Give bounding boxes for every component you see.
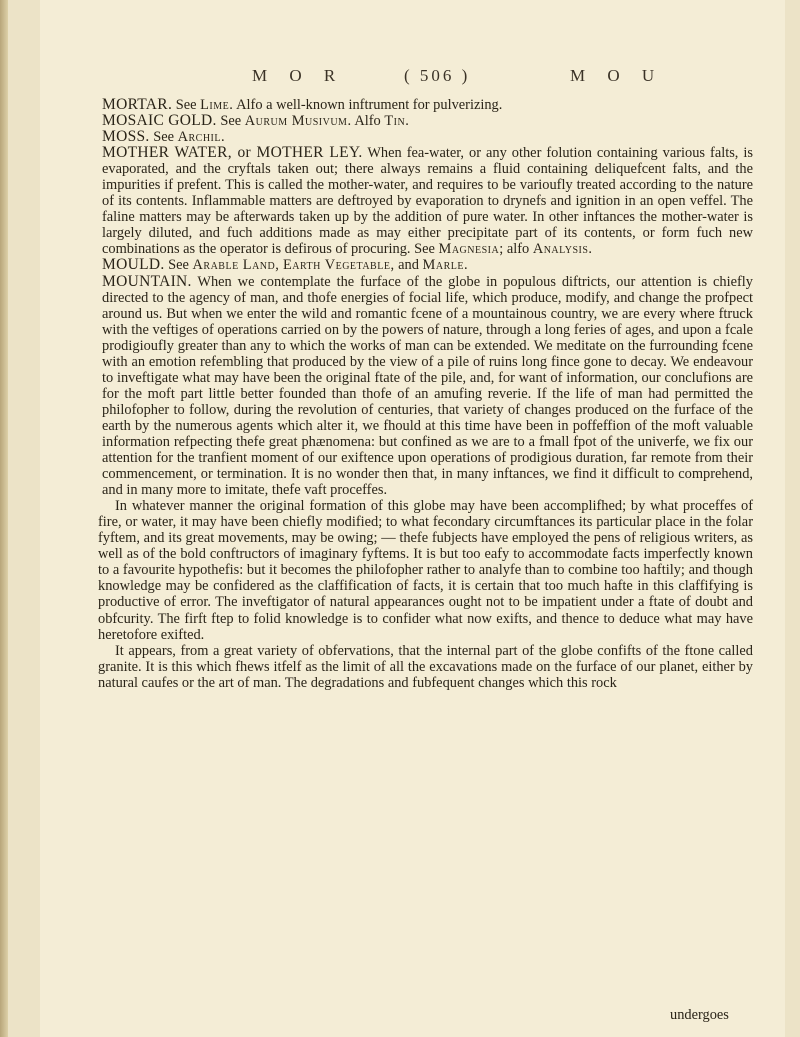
headword-mould: MOULD. [102,256,165,274]
entry-mother-water [102,145,753,257]
entry-mosaic-gold [102,113,753,129]
entry-mountain [102,274,753,499]
page-content [98,97,753,691]
entry-text: Alfo a well-known inftrument for pulverizing. [236,97,503,113]
headword-mother-water: MOTHER WATER, or MOTHER LEY. [102,144,363,162]
cross-reference: Arable Land, [192,257,280,274]
cross-reference: Analysis. [532,241,593,258]
catchword: undergoes [670,1007,729,1023]
running-head-left: M O R [252,66,345,85]
and-label: and [398,257,419,274]
headword-moss: MOSS. [102,128,150,146]
page-number: ( 506 ) [404,66,471,85]
headword-mountain: MOUNTAIN. [102,272,192,290]
entry-moss [102,129,753,145]
running-head [252,66,752,90]
see-label: See [153,129,174,146]
see-label: See [220,113,242,130]
headword-mosaic-gold: MOSAIC GOLD. [102,112,217,130]
see-label: See [175,97,197,113]
cross-reference: Lime. [200,97,234,113]
cross-reference: Archil. [177,129,226,146]
cross-reference: Aurum Musivum. [244,113,352,130]
headword-mortar: MORTAR. [102,96,173,113]
cross-reference: Tin. [384,113,410,130]
cross-reference: Earth Vegetable, [282,257,395,274]
entry-paragraph: When we contemplate the furface of the globe in populous diftricts, our attention is chiefly directed to the agency of man, and thofe energies of focial life, which produce, modify, and change the profpect around us. But when we enter the wild and romantic fcene of a mountainous country, we are every where ftruck with the veftiges of operations carried on by the powers of nature, through a long feries of ages, and upon a fcale prodigioufly greater than any to which the works of man can be extended. We meditate on the furrounding fcene with an emotion refembling that produced by the view of a pile of ruins long fince gone to decay. We endeavour to inveftigate what may have been the original ftate of the pile, and, for want of information, our conclufions are for the moft part little better founded than thofe of an amufing reverie. If the life of man had permitted the philofopher to follow, during the revolution of centuries, that variety of changes produced on the furface of the earth by the numerous agents which alter it, we fhould at this time have been in poffeffion of the moft valuable information refpecting thefe great phænomena: but confined as we are to a fmall fpot of the univerfe, we fix our attention for the tranfient moment of our exiftence upon operations of prodigious duration, far remote from their commencement, or termination. It is no wonder then that, in many inftances, we find it difficult to comprehend, and in many more to imitate, thefe vaft proceffes. [102,273,753,499]
cross-reference: Magnesia [438,241,500,258]
entry-mortar [102,97,753,113]
see-also-label: ; alfo [499,241,530,258]
entry-text: When fea-water, or any other folution containing various falts, is evaporated, and the cryftals taken out; there always remains a fluid containing deliquefcent falts, and the impurities if prefent. This is called the mother-water, and requires to be varioufly treated according to the nature of its contents. Inflammable matters are deftroyed by evaporation to drynefs and ignition in an open veffel. The faline matters may be afterwards taken up by the addition of pure water. In other inftances the mother-water is largely diluted, and fuch additions made as may either precipitate part of its contents, or form fuch new combinations as the operator is defirous of procuring. [102,145,754,258]
book-binding [0,0,8,1037]
cross-reference: Marle. [422,257,469,274]
see-label: See [414,241,435,258]
entry-paragraph: In whatever manner the original formation of this globe may have been accomplifhed; by what proceffes of fire, or water, it may have been chiefly modified; to what fecondary circumftances its particular place in the folar fyftem, and its great movements, may be owing; — thefe fubjects have employed the pens of religious writers, as well as of the bold conftructors of imaginary fyftems. It is but too eafy to accommodate facts imperfectly known to a favourite hypothefis: but it becomes the philofopher rather to analyfe than to combine too haftily; and though knowledge may be confidered as the claffification of facts, it is certain that too much hafte in this claffifying is productive of error. The inveftigator of natural appearances ought not to be impatient under a ftate of doubt and obfcurity. The firft ftep to folid knowledge is to confider what now exifts, and thence to deduce what may have heretofore exifted. [98,498,753,643]
running-head-right: M O U [570,66,664,85]
see-label: See [168,257,189,274]
entry-paragraph: It appears, from a great variety of obfervations, that the internal part of the globe confifts of the ftone called granite. It is this which fhews itfelf as the limit of all the excavations made on the furface of our planet, either by natural caufes or the art of man. The degradations and fubfequent changes which this rock [98,642,753,691]
also-label: Alfo [354,113,381,130]
entry-mould [102,257,753,273]
